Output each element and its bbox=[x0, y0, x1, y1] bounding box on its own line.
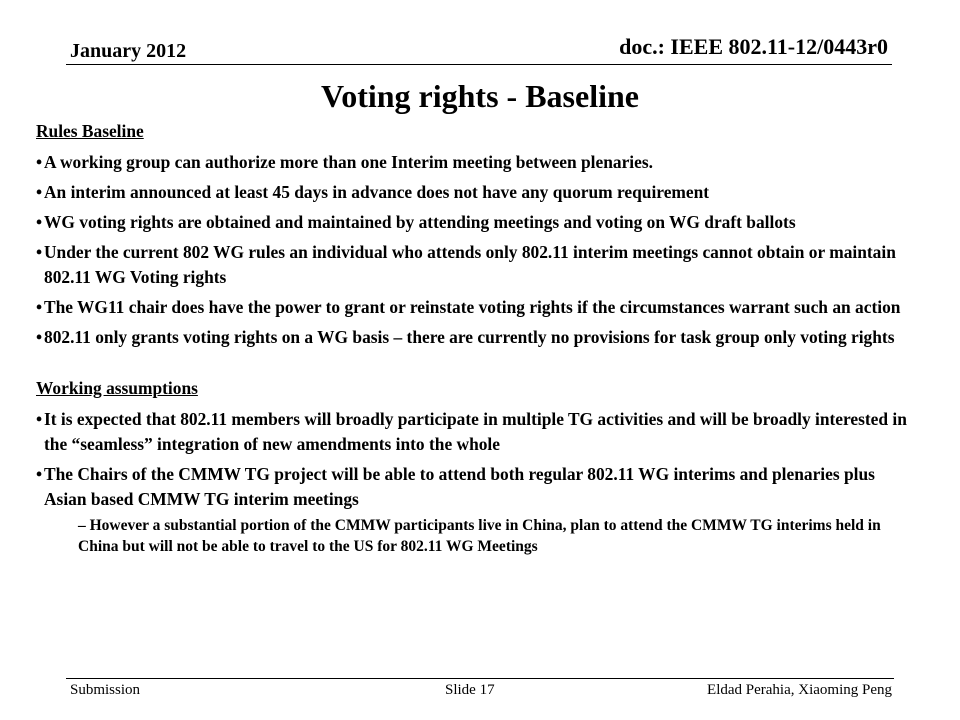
rules-bullet-6: • 802.11 only grants voting rights on a WG basis – there are currently no provisions for task group only voting rights bbox=[36, 325, 916, 350]
slide-title: Voting rights - Baseline bbox=[321, 78, 639, 114]
header-divider bbox=[66, 64, 892, 65]
assumptions-bullet-2: • The Chairs of the CMMW TG project will be able to attend both regular 802.11 WG interims and plenaries plus Asian based CMMW TG interim meetings bbox=[36, 462, 916, 512]
assumptions-bullet-1: • It is expected that 802.11 members will broadly participate in multiple TG activities and will be broadly interested in the “seamless” integration of new amendments into the whole bbox=[36, 407, 916, 457]
slide-body bbox=[36, 119, 916, 557]
assumptions-sub-bullet: – However a substantial portion of the CMMW participants live in China, plan to attend the CMMW TG interims held in China but will not be able to travel to the US for 802.11 WG Meetings bbox=[78, 517, 881, 555]
footer-slide-number: Slide 17 bbox=[445, 682, 495, 698]
rules-bullet-2: • An interim announced at least 45 days in advance does not have any quorum requirement bbox=[36, 180, 916, 205]
footer-divider bbox=[66, 678, 894, 679]
footer-submission: Submission bbox=[70, 682, 141, 698]
footer-authors: Eldad Perahia, Xiaoming Peng bbox=[707, 682, 892, 698]
section-gap bbox=[36, 355, 916, 376]
header-doc-id: doc.: IEEE 802.11-12/0443r0 bbox=[619, 34, 888, 59]
assumptions-heading: Working assumptions bbox=[36, 378, 198, 398]
rules-bullet-3: • WG voting rights are obtained and maintained by attending meetings and voting on WG draft ballots bbox=[36, 210, 916, 235]
rules-bullet-1: • A working group can authorize more than one Interim meeting between plenaries. bbox=[36, 150, 916, 175]
rules-bullet-5: • The WG11 chair does have the power to grant or reinstate voting rights if the circumstances warrant such an action bbox=[36, 295, 916, 320]
header-date: January 2012 bbox=[70, 40, 187, 62]
rules-bullet-4: • Under the current 802 WG rules an individual who attends only 802.11 interim meetings cannot obtain or maintain 802.11 WG Voting rights bbox=[36, 240, 916, 290]
rules-heading: Rules Baseline bbox=[36, 121, 144, 141]
